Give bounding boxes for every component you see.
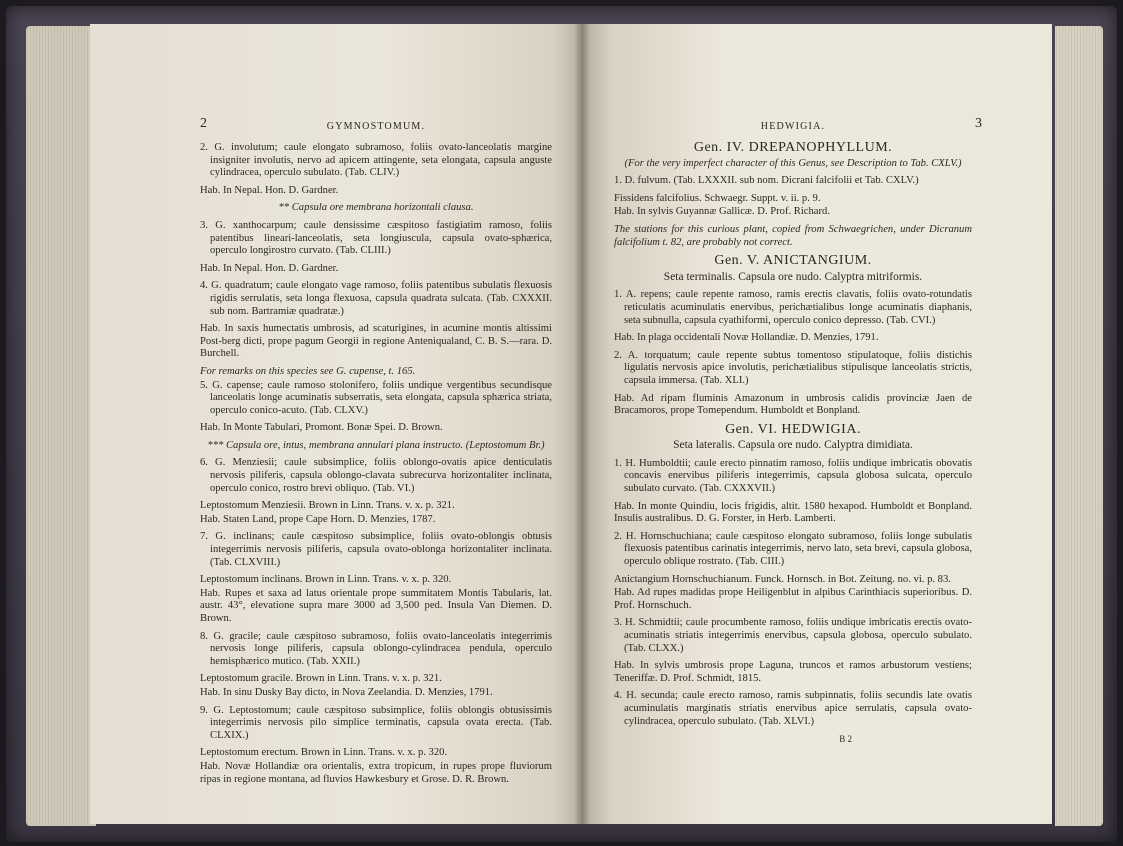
page-edges-left [26, 26, 96, 826]
habitat-line: Hab. In sinu Dusky Bay dicto, in Nova Zeelandia. D. Menzies, 1791. [200, 686, 493, 698]
species-entry: 4. G. quadratum; caule elongato vage ramoso, foliis patentibus subulatis flexuosis rigidis serrulatis, seta longa flexuosa, capsula quadrata sulcata. (Tab. CXXXII. sub nom. Bartramiæ quadratæ.) [200, 280, 552, 317]
habitat-line: Hab. Rupes et saxa ad latus orientale prope summitatem Montis Tabularis, lat. austr. 43°, elevatione supra mare 3000 ad 3,500 ped. Insula Van Diemen. D. Brown. [200, 587, 552, 624]
remark-line: For remarks on this species see G. cupense, t. 165. [200, 365, 416, 377]
running-head: HEDWIGIA. [760, 121, 826, 132]
species-entry: 7. G. inclinans; caule cæspitoso subsimplice, foliis ovato-oblongis obtusis integerrimis nervosis piliferis, capsula ovato-oblonga horizontaliter inclinata. (Tab. CLXVIII.) [200, 531, 552, 568]
page-number: 2 [200, 116, 207, 131]
synonym-line: Leptostomum erectum. Brown in Linn. Trans. v. x. p. 320. [200, 747, 448, 759]
synonym-line: Fissidens falcifolius. Schwaegr. Suppt. v. ii. p. 9. [614, 192, 821, 204]
genus-character: Seta lateralis. Capsula ore nudo. Calyptra dimidiata. [673, 439, 913, 452]
habitat-line: Hab. In Nepal. Hon. D. Gardner. [200, 262, 339, 274]
synonym-line: Leptostomum gracile. Brown in Linn. Trans. v. x. p. 321. [200, 673, 442, 685]
habitat-line: Hab. In sylvis Guyannæ Gallicæ. D. Prof. Richard. [614, 206, 830, 218]
book-gutter [574, 24, 590, 824]
signature-mark: B 2 [839, 734, 852, 745]
synonym-line: Anictangium Hornschuchianum. Funck. Hornsch. in Bot. Zeitung. no. vi. p. 83. [614, 573, 951, 585]
species-entry: 2. A. torquatum; caule repente subtus tomentoso stipulatoque, foliis distichis ligulatis nervosis apice involutis, perichætialibus stipulisque lanceolatis strictis, capsula immersa. (Tab. XLI.) [614, 349, 972, 386]
species-entry: 2. H. Hornschuchiana; caule cæspitoso elongato subramoso, foliis longe subulatis flexuosis patentibus carinatis integerrimis, nervo lato, seta brevi, capsula globosa, operculo oblique rostrato. (Tab. CIII.) [614, 530, 972, 568]
left-header [200, 118, 552, 136]
habitat-line: Hab. In sylvis umbrosis prope Laguna, truncos et ramos arbustorum vestiens; Teneriffæ. D. Prof. Schmidt, 1815. [614, 660, 972, 684]
synonym-line: Leptostomum inclinans. Brown in Linn. Trans. v. x. p. 320. [200, 574, 452, 586]
page-edges-right [1055, 26, 1103, 826]
habitat-line: Hab. In plaga occidentali Novæ Hollandiæ. D. Menzies, 1791. [614, 332, 879, 344]
habitat-line: Hab. Staten Land, prope Cape Horn. D. Menzies, 1787. [200, 513, 436, 525]
habitat-line: Hab. Ad rupes madidas prope Heiligenblut in alpibus Carinthiacis superioribus. D. Prof. Hornschuch. [614, 587, 972, 611]
species-entry: 1. H. Humboldtii; caule erecto pinnatim ramoso, foliis undique imbricatis obovatis concavis enervibus piliferis integerrimis, capsula globosa sulcata, operculo subulato curvato. (Tab. CXXXVII.) [614, 457, 972, 495]
section-heading: (For the very imperfect character of this Genus, see Description to Tab. CXLV.) [624, 157, 962, 169]
left-page-text [200, 118, 552, 791]
right-header [614, 116, 982, 136]
genus-heading: Gen. V. ANICTANGIUM. [714, 253, 872, 269]
habitat-line: Hab. In saxis humectatis umbrosis, ad scaturigines, in acumine montis altissimi Post-berg dicti, prope pagum Georgii in regione Anteniqualand, C. B. S.—rara. D. Burchell. [200, 323, 552, 360]
genus-heading: Gen. IV. DREPANOPHYLLUM. [693, 140, 893, 155]
habitat-line: Hab. In monte Quindiu, locis frigidis, altit. 1580 hexapod. Humboldt et Bonpland. Insulis australibus. D. G. Forster, in Herb. Lamberti. [614, 500, 972, 525]
species-entry: 1. A. repens; caule repente ramoso, ramis erectis clavatis, foliis ovato-rotundatis reticulatis acuminulatis enervibus, perichætialibus longe acuminatis diaphanis, seta subnulla, capsula cyathiformi, operculo conico depresso. (Tab. CVI.) [614, 289, 972, 326]
species-entry: 9. G. Leptostomum; caule cæspitoso subsimplice, foliis oblongis obtusissimis integerrimis nervosis pilo simplice terminatis, capsula ovata erecta. (Tab. CLXIX.) [200, 704, 552, 741]
synonym-line: Leptostomum Menziesii. Brown in Linn. Trans. v. x. p. 321. [200, 500, 455, 512]
page-number: 3 [975, 116, 982, 131]
habitat-line: Hab. In Nepal. Hon. D. Gardner. [200, 184, 339, 196]
species-entry: 6. G. Menziesii; caule subsimplice, foliis oblongo-ovatis apice denticulatis nervosis piliferis, capsula oblongo-clavata subrecurva horizontaliter inclinata, operculo conico, rostro brevi obliquo. (Tab. VI.) [200, 457, 552, 494]
left-content [200, 142, 552, 786]
right-content [614, 142, 972, 746]
species-entry: 3. G. xanthocarpum; caule densissime cæspitoso fastigiatim ramoso, foliis patentibus lineari-lanceolatis, seta longiuscula, capsula ovato-sphærica, operculo longirostro curvato. (Tab. CLIII.) [200, 219, 552, 257]
genus-heading: Gen. VI. HEDWIGIA. [725, 421, 861, 437]
species-entry: 2. G. involutum; caule elongato subramoso, foliis ovato-lanceolatis margine insigniter involutis, nervo ad apicem attingente, seta elongata, capsula anguste cylindracea, operculo subulato. (Tab. CLIV.) [200, 142, 552, 179]
species-entry: 1. D. fulvum. (Tab. LXXXII. sub nom. Dicrani falcifolii et Tab. CXLV.) [614, 175, 919, 187]
right-page-text [614, 116, 982, 751]
section-heading: *** Capsula ore, intus, membrana annulari plana instructo. (Leptostomum Br.) [207, 439, 545, 451]
species-entry: 3. H. Schmidtii; caule procumbente ramoso, foliis undique imbricatis erectis ovato-acuminatis striatis integerrimis enervibus, capsula globosa, operculo subulato. (Tab. CLXX.) [614, 617, 972, 654]
habitat-line: Hab. In Monte Tabulari, Promont. Bonæ Spei. D. Brown. [200, 422, 443, 434]
running-head: GYMNOSTOMUM. [326, 121, 426, 132]
section-heading: ** Capsula ore membrana horizontali clausa. [278, 202, 474, 214]
species-entry: 8. G. gracile; caule cæspitoso subramoso, foliis ovato-lanceolatis integerrimis nervosis longe piliferis, capsula oblongo-cylindracea pendula, operculo hemisphærico mutico. (Tab. XXII.) [200, 630, 552, 667]
genus-character: Seta terminalis. Capsula ore nudo. Calyptra mitriformis. [663, 270, 923, 283]
species-entry: 4. H. secunda; caule erecto ramoso, ramis subpinnatis, foliis secundis late ovatis acuminulatis marginatis striatis enervibus apice serrulatis, capsula ovato-cylindracea, operculo subulato. (Tab. XLVI.) [614, 690, 972, 727]
remark-line: The stations for this curious plant, copied from Schwaegrichen, under Dicranum falcifolium t. 82, are probably not correct. [614, 223, 972, 248]
habitat-line: Hab. Ad ripam fluminis Amazonum in umbrosis calidis provinciæ Jaen de Bracamoros, prope Tomependum. Humboldt et Bonpland. [614, 392, 972, 417]
habitat-line: Hab. Novæ Hollandiæ ora orientalis, extra tropicum, in rupes prope fluviorum ripas in regione montana, ad fluvios Hawkesbury et Grose. D. R. Brown. [200, 760, 552, 785]
species-entry: 5. G. capense; caule ramoso stolonifero, foliis undique vergentibus secundisque lanceolatis longe acuminatis subserratis, seta elongata, capsula sphærica striata, operculo conico-acuto. (Tab. CLXV.) [200, 379, 552, 416]
